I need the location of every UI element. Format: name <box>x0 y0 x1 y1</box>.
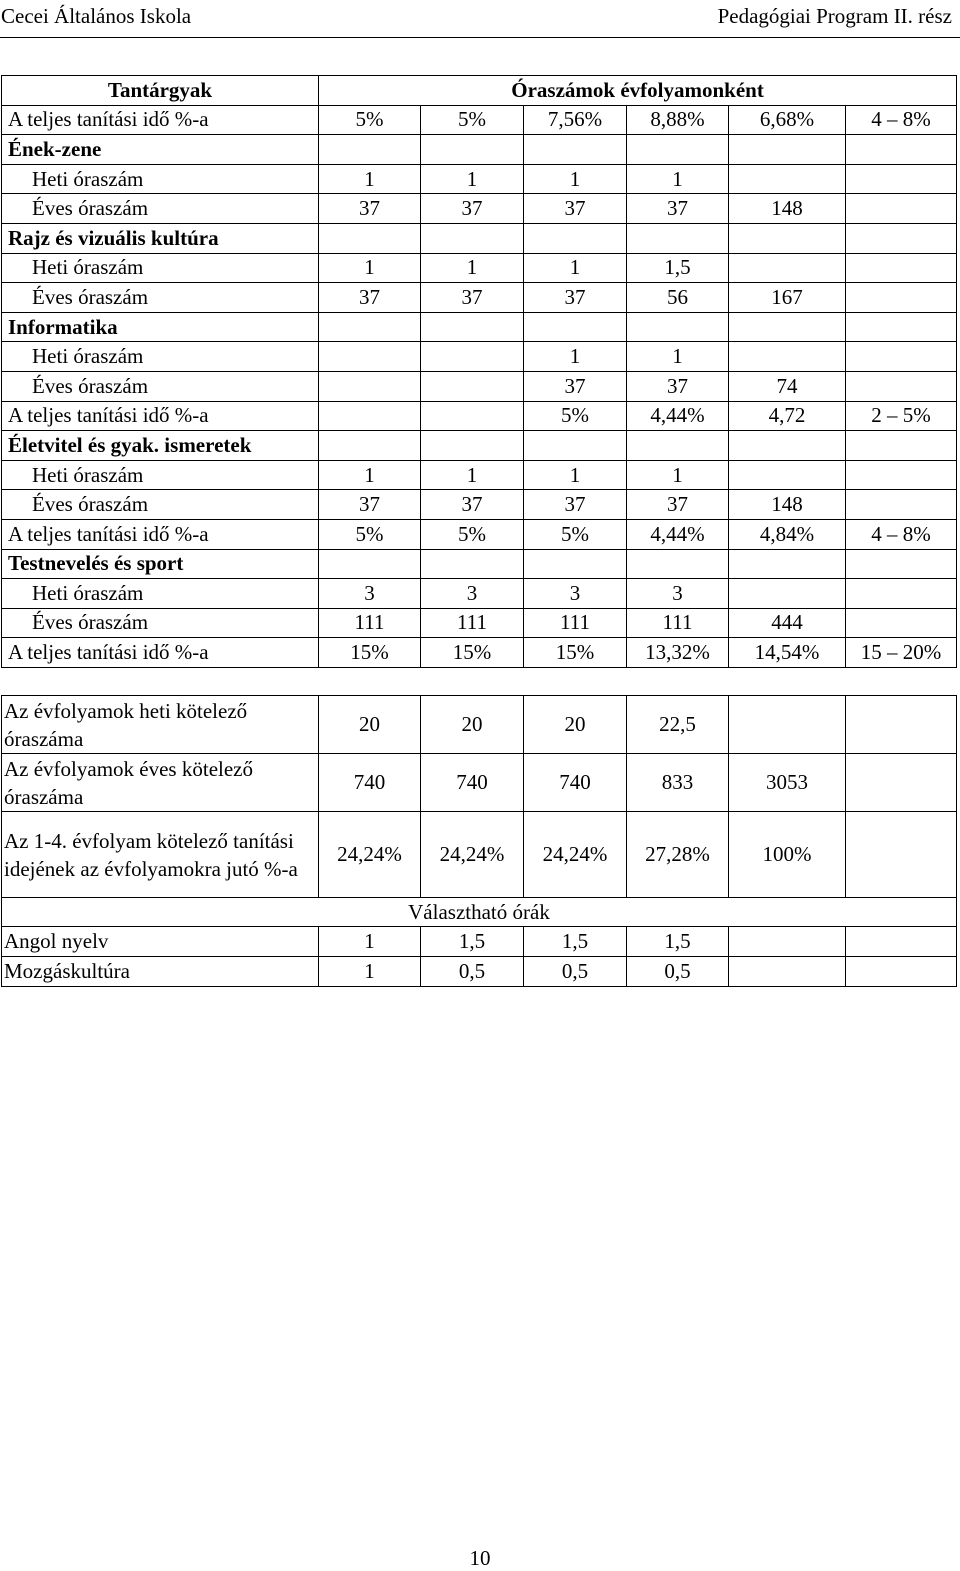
value-cell: 4,44% <box>627 401 729 431</box>
value-cell: 3 <box>421 579 524 609</box>
row-label: Éves óraszám <box>2 608 319 638</box>
value-cell <box>524 135 627 165</box>
table-row <box>2 431 957 461</box>
value-cell <box>846 135 957 165</box>
table-row <box>2 312 957 342</box>
table-row <box>2 579 957 609</box>
value-cell: 444 <box>729 608 846 638</box>
elective-title: Választható órák <box>2 898 957 927</box>
value-cell: 111 <box>319 608 421 638</box>
empty-cell <box>729 927 846 957</box>
row-label: Angol nyelv <box>2 927 319 957</box>
value-cell <box>319 312 421 342</box>
table-row <box>2 223 957 253</box>
row-label: A teljes tanítási idő %-a <box>2 105 319 135</box>
value-cell: 740 <box>319 754 421 812</box>
value-cell <box>846 283 957 313</box>
summary-row <box>2 754 957 812</box>
value-cell: 1,5 <box>524 927 627 957</box>
value-cell <box>319 342 421 372</box>
row-label: Életvitel és gyak. ismeretek <box>2 431 319 461</box>
row-label: A teljes tanítási idő %-a <box>2 638 319 668</box>
value-cell: 5% <box>524 401 627 431</box>
school-name: Cecei Általános Iskola <box>1 4 192 28</box>
value-cell <box>729 223 846 253</box>
value-cell: 24,24% <box>319 812 421 898</box>
value-cell <box>846 253 957 283</box>
empty-cell <box>729 957 846 987</box>
value-cell <box>729 579 846 609</box>
value-cell: 27,28% <box>627 812 729 898</box>
row-label: Heti óraszám <box>2 460 319 490</box>
hours-table <box>1 75 957 668</box>
value-cell: 37 <box>319 490 421 520</box>
value-cell: 20 <box>524 696 627 754</box>
value-cell: 148 <box>729 194 846 224</box>
value-cell <box>627 549 729 579</box>
value-cell: 111 <box>421 608 524 638</box>
empty-cell <box>846 812 957 898</box>
row-label: Mozgáskultúra <box>2 957 319 987</box>
value-cell: 4,72 <box>729 401 846 431</box>
value-cell: 4,44% <box>627 519 729 549</box>
value-cell: 5% <box>421 519 524 549</box>
value-cell <box>524 431 627 461</box>
value-cell: 15% <box>524 638 627 668</box>
row-label: Heti óraszám <box>2 579 319 609</box>
value-cell: 37 <box>319 194 421 224</box>
value-cell: 833 <box>627 754 729 812</box>
value-cell: 1,5 <box>627 253 729 283</box>
table-row <box>2 490 957 520</box>
table-row <box>2 549 957 579</box>
table-row <box>2 371 957 401</box>
value-cell: 7,56% <box>524 105 627 135</box>
value-cell: 1 <box>627 164 729 194</box>
value-cell: 1 <box>627 342 729 372</box>
value-cell: 5% <box>319 519 421 549</box>
value-cell: 37 <box>421 283 524 313</box>
value-cell: 37 <box>524 371 627 401</box>
value-cell <box>319 371 421 401</box>
value-cell: 3 <box>319 579 421 609</box>
value-cell <box>524 549 627 579</box>
value-cell: 3053 <box>729 754 846 812</box>
value-cell: 1 <box>319 253 421 283</box>
value-cell: 1,5 <box>627 927 729 957</box>
value-cell: 37 <box>524 490 627 520</box>
value-cell <box>729 431 846 461</box>
table-row <box>2 519 957 549</box>
row-label: Ének-zene <box>2 135 319 165</box>
table-row <box>2 135 957 165</box>
value-cell: 15% <box>319 638 421 668</box>
value-cell: 14,54% <box>729 638 846 668</box>
value-cell <box>421 401 524 431</box>
value-cell: 5% <box>319 105 421 135</box>
value-cell: 148 <box>729 490 846 520</box>
value-cell: 6,68% <box>729 105 846 135</box>
value-cell <box>421 135 524 165</box>
value-cell: 1 <box>319 927 421 957</box>
value-cell: 20 <box>421 696 524 754</box>
value-cell: 100% <box>729 812 846 898</box>
table-row <box>2 194 957 224</box>
row-label: Éves óraszám <box>2 371 319 401</box>
value-cell <box>627 431 729 461</box>
program-title: Pedagógiai Program II. rész <box>717 4 952 28</box>
value-cell <box>729 253 846 283</box>
value-cell: 37 <box>421 194 524 224</box>
value-cell: 5% <box>421 105 524 135</box>
value-cell <box>421 371 524 401</box>
value-cell <box>627 135 729 165</box>
value-cell <box>729 135 846 165</box>
value-cell <box>729 342 846 372</box>
value-cell: 167 <box>729 283 846 313</box>
table-header-row <box>2 76 957 106</box>
value-cell <box>421 431 524 461</box>
value-cell: 37 <box>627 490 729 520</box>
value-cell: 1 <box>421 253 524 283</box>
value-cell: 4 – 8% <box>846 519 957 549</box>
value-cell <box>421 549 524 579</box>
empty-cell <box>846 696 957 754</box>
summary-table <box>1 695 957 987</box>
value-cell <box>846 164 957 194</box>
value-cell: 5% <box>524 519 627 549</box>
elective-row <box>2 957 957 987</box>
value-cell <box>729 696 846 754</box>
value-cell <box>524 223 627 253</box>
value-cell <box>421 342 524 372</box>
value-cell: 1 <box>319 164 421 194</box>
table-row <box>2 460 957 490</box>
value-cell <box>729 549 846 579</box>
value-cell: 24,24% <box>524 812 627 898</box>
value-cell <box>729 164 846 194</box>
value-cell: 56 <box>627 283 729 313</box>
empty-cell <box>846 927 957 957</box>
value-cell <box>846 431 957 461</box>
value-cell <box>421 223 524 253</box>
value-cell: 15% <box>421 638 524 668</box>
row-label: Éves óraszám <box>2 490 319 520</box>
value-cell <box>846 194 957 224</box>
row-label: Az évfolyamok heti kötelező óraszáma <box>2 696 319 754</box>
value-cell: 0,5 <box>421 957 524 987</box>
value-cell: 111 <box>524 608 627 638</box>
page-header <box>0 4 960 34</box>
value-cell <box>846 342 957 372</box>
elective-title-row <box>2 898 957 927</box>
row-label: Az 1-4. évfolyam kötelező tanítási idejének az évfolyamokra jutó %-a <box>2 812 319 898</box>
table-row <box>2 105 957 135</box>
table-row <box>2 164 957 194</box>
value-cell <box>729 312 846 342</box>
value-cell: 37 <box>421 490 524 520</box>
value-cell: 1 <box>627 460 729 490</box>
value-cell: 0,5 <box>627 957 729 987</box>
value-cell <box>319 549 421 579</box>
row-label: Az évfolyamok éves kötelező óraszáma <box>2 754 319 812</box>
elective-row <box>2 927 957 957</box>
table-row <box>2 638 957 668</box>
value-cell <box>729 460 846 490</box>
value-cell <box>846 460 957 490</box>
value-cell: 740 <box>524 754 627 812</box>
value-cell: 74 <box>729 371 846 401</box>
table-row <box>2 342 957 372</box>
value-cell <box>319 135 421 165</box>
value-cell <box>846 371 957 401</box>
value-cell <box>846 223 957 253</box>
row-label: Informatika <box>2 312 319 342</box>
value-cell: 1 <box>421 460 524 490</box>
value-cell: 4 – 8% <box>846 105 957 135</box>
value-cell: 0,5 <box>524 957 627 987</box>
value-cell <box>846 490 957 520</box>
value-cell <box>319 223 421 253</box>
value-cell <box>627 223 729 253</box>
table-row <box>2 608 957 638</box>
value-cell: 740 <box>421 754 524 812</box>
value-cell <box>319 401 421 431</box>
column-header-subjects: Tantárgyak <box>2 76 319 106</box>
empty-cell <box>846 957 957 987</box>
row-label: Heti óraszám <box>2 164 319 194</box>
value-cell: 3 <box>627 579 729 609</box>
value-cell <box>846 312 957 342</box>
value-cell <box>421 312 524 342</box>
value-cell: 22,5 <box>627 696 729 754</box>
value-cell: 8,88% <box>627 105 729 135</box>
value-cell: 20 <box>319 696 421 754</box>
summary-row <box>2 812 957 898</box>
value-cell: 37 <box>319 283 421 313</box>
column-header-hours: Óraszámok évfolyamonként <box>319 76 957 106</box>
value-cell <box>846 549 957 579</box>
row-label: Éves óraszám <box>2 283 319 313</box>
value-cell: 1,5 <box>421 927 524 957</box>
summary-row <box>2 696 957 754</box>
value-cell: 2 – 5% <box>846 401 957 431</box>
value-cell <box>846 608 957 638</box>
header-rule <box>0 37 960 38</box>
value-cell <box>627 312 729 342</box>
row-label: A teljes tanítási idő %-a <box>2 401 319 431</box>
value-cell: 3 <box>524 579 627 609</box>
value-cell: 1 <box>524 253 627 283</box>
value-cell: 1 <box>524 342 627 372</box>
row-label: Heti óraszám <box>2 253 319 283</box>
value-cell: 24,24% <box>421 812 524 898</box>
row-label: Heti óraszám <box>2 342 319 372</box>
table-row <box>2 253 957 283</box>
value-cell: 1 <box>524 164 627 194</box>
value-cell: 111 <box>627 608 729 638</box>
value-cell: 1 <box>319 957 421 987</box>
page-number: 10 <box>469 1546 491 1570</box>
value-cell <box>319 431 421 461</box>
table-row <box>2 283 957 313</box>
value-cell: 37 <box>524 283 627 313</box>
value-cell <box>524 312 627 342</box>
value-cell: 1 <box>524 460 627 490</box>
value-cell <box>846 579 957 609</box>
table-row <box>2 401 957 431</box>
row-label: Testnevelés és sport <box>2 549 319 579</box>
row-label: Éves óraszám <box>2 194 319 224</box>
value-cell: 37 <box>627 371 729 401</box>
row-label: Rajz és vizuális kultúra <box>2 223 319 253</box>
value-cell: 13,32% <box>627 638 729 668</box>
value-cell: 37 <box>524 194 627 224</box>
row-label: A teljes tanítási idő %-a <box>2 519 319 549</box>
value-cell: 4,84% <box>729 519 846 549</box>
empty-cell <box>846 754 957 812</box>
value-cell: 15 – 20% <box>846 638 957 668</box>
value-cell: 37 <box>627 194 729 224</box>
value-cell: 1 <box>421 164 524 194</box>
value-cell: 1 <box>319 460 421 490</box>
